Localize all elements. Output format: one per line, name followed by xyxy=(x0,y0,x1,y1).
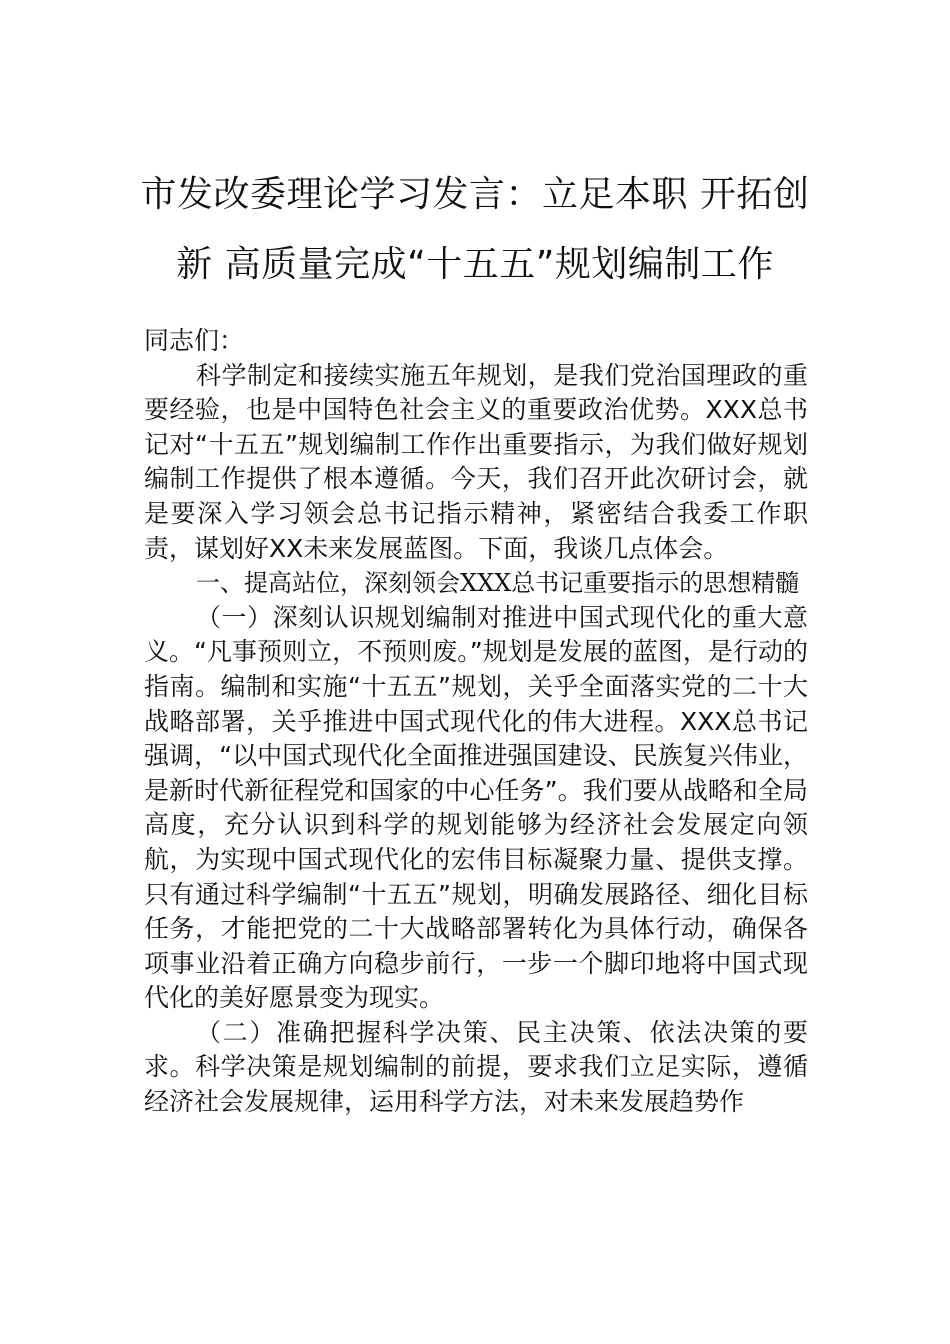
sub-paragraph-2: （二）准确把握科学决策、民主决策、依法决策的要求。科学决策是规划编制的前提，要求我们立足实际，遵循经济社会发展规律，运用科学方法，对未来发展趋势作 xyxy=(144,1017,808,1117)
section-heading: 一、提高站位，深刻领会XXX总书记重要指示的思想精髓 xyxy=(196,569,800,598)
sub-paragraph-1: （一）深刻认识规划编制对推进中国式现代化的重大意义。“凡事预则立，不预则废。”规划是发展的蓝图，是行动的指南。编制和实施“十五五”规划，关乎全面落实党的二十大战略部署，关乎推进中国式现代化的伟大进程。XXX总书记强调，“以中国式现代化全面推进强国建设、民族复兴伟业，是新时代新征程党和国家的中心任务”。我们要从战略和全局高度，充分认识到科学的规划能够为经济社会发展定向领航，为实现中国式现代化的宏伟目标凝聚力量、提供支撑。只有通过科学编制“十五五”规划，明确发展路径、细化目标任务，才能把党的二十大战略部署转化为具体行动，确保各项事业沿着正确方向稳步前行，一步一个脚印地将中国式现代化的美好愿景变为现实。 xyxy=(144,602,808,1013)
document-title: 市发改委理论学习发言：立足本职 开拓创新 高质量完成“十五五”规划编制工作 xyxy=(140,174,810,285)
intro-paragraph: 科学制定和接续实施五年规划，是我们党治国理政的重要经验，也是中国特色社会主义的重要政治优势。XXX总书记对“十五五”规划编制工作作出重要指示，为我们做好规划编制工作提供了根本遵循。今天，我们召开此次研讨会，就是要深入学习领会总书记指示精神，紧密结合我委工作职责，谋划好XX未来发展蓝图。下面，我谈几点体会。 xyxy=(144,360,808,563)
salutation: 同志们： xyxy=(144,326,245,355)
document-body xyxy=(144,324,808,1120)
